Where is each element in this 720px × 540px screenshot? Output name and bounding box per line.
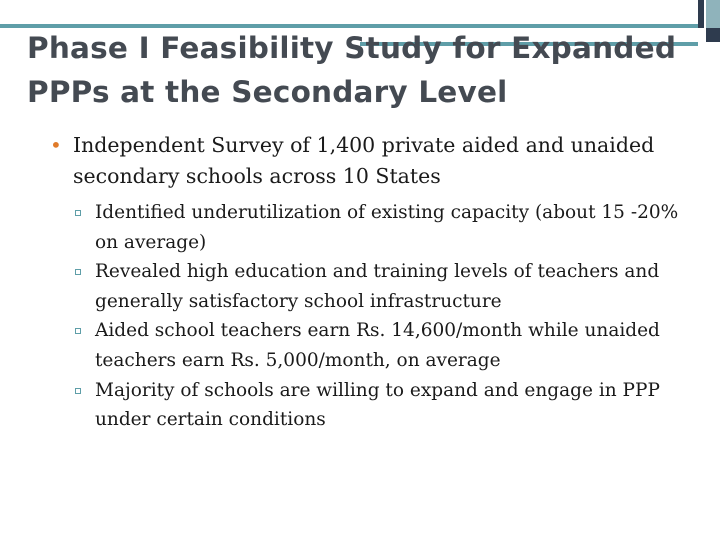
square-bullet-icon xyxy=(75,269,81,275)
sub-bullet-list xyxy=(73,198,700,435)
sub-bullet-item xyxy=(73,316,700,375)
sub-bullet-text: Identified underutilization of existing capacity (about 15 -20% on average) xyxy=(95,202,679,253)
square-bullet-icon xyxy=(75,210,81,216)
corner-decoration-dark xyxy=(698,0,704,28)
sub-bullet-text: Majority of schools are willing to expand and engage in PPP under certain conditions xyxy=(95,379,660,431)
sub-bullet-item xyxy=(73,198,700,257)
square-bullet-icon xyxy=(75,328,81,334)
bullet-item xyxy=(50,130,700,192)
square-bullet-icon xyxy=(75,388,81,394)
corner-decoration-light xyxy=(706,0,720,28)
corner-decoration-dark-small xyxy=(706,28,720,42)
slide-title: Phase I Feasibility Study for Expanded PPPs at the Secondary Level xyxy=(27,31,677,109)
bullet-text: Independent Survey of 1,400 private aided and unaided secondary schools across 10 States xyxy=(73,133,655,188)
slide-content xyxy=(50,130,700,435)
sub-bullet-item xyxy=(73,376,700,435)
sub-bullet-text: Aided school teachers earn Rs. 14,600/month while unaided teachers earn Rs. 5,000/month, on average xyxy=(95,320,660,371)
sub-bullet-item xyxy=(73,257,700,316)
bullet-dot-icon: • xyxy=(50,133,62,157)
sub-bullet-text: Revealed high education and training levels of teachers and generally satisfactory school infrastructure xyxy=(95,261,660,312)
